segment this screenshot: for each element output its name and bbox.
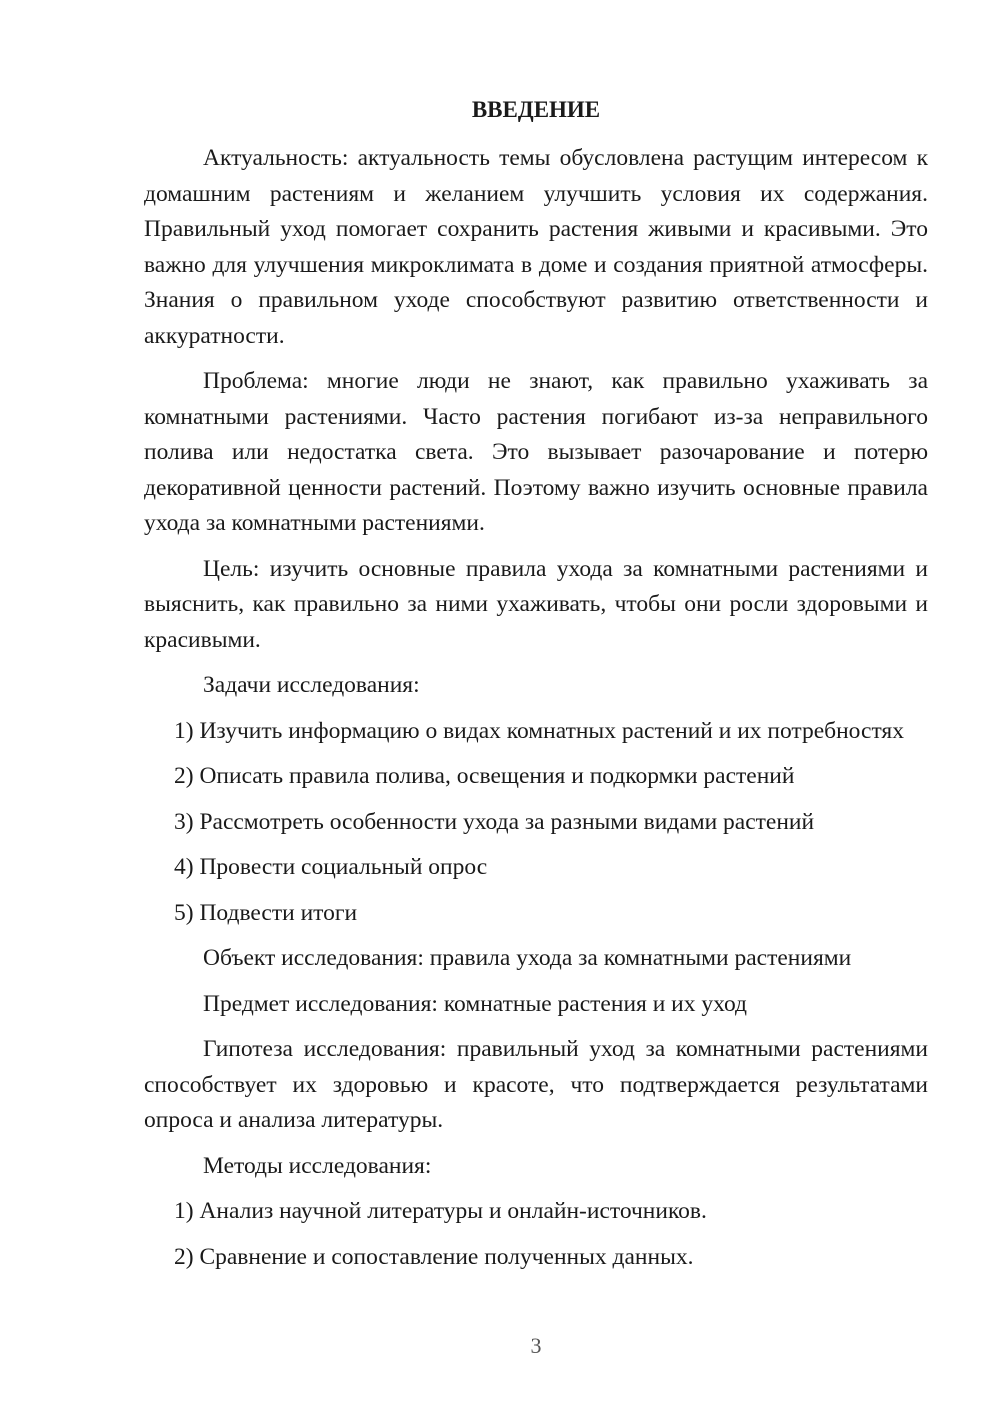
methods-list [144,1194,928,1275]
paragraph-subject: Предмет исследования: комнатные растения и их уход [203,990,747,1017]
tasks-heading: Задачи исследования: [203,672,420,698]
paragraph-hypothesis: Гипотеза исследования: правильный уход за комнатными растениями способствует их здоровью и красоте, что подтверждается результатами опроса и анализа литературы. [144,1036,928,1133]
paragraph-goal: Цель: изучить основные правила ухода за комнатными растениями и выяснить, как правильно за ними ухаживать, чтобы они росли здоровыми и красивыми. [144,555,928,653]
section-title: ВВЕДЕНИЕ [471,97,601,122]
document-body [144,92,928,1285]
list-item-task-2: 2) Описать правила полива, освещения и подкормки растений [174,763,795,789]
list-item-method-1: 1) Анализ научной литературы и онлайн-источников. [174,1198,707,1224]
page-number: 3 [530,1333,542,1358]
tasks-list [144,714,928,932]
list-item-task-1: 1) Изучить информацию о видах комнатных растений и их потребностях [174,717,904,744]
list-item-task-4: 4) Провести социальный опрос [174,854,488,880]
paragraph-object: Объект исследования: правила ухода за комнатными растениями [203,945,852,971]
list-item-task-3: 3) Рассмотреть особенности ухода за разными видами растений [174,808,815,835]
list-item-task-5: 5) Подвести итоги [174,899,358,926]
methods-heading: Методы исследования: [203,1152,432,1179]
list-item-method-2: 2) Сравнение и сопоставление полученных данных. [174,1243,694,1270]
paragraph-problem: Проблема: многие люди не знают, как правильно ухаживать за комнатными растениями. Часто растения погибают из-за неправильного полива или недостатка света. Это вызывает разочарование и потерю декоративной ценности растений. Поэтому важно изучить основные правила ухода за комнатными растениями. [144,368,928,536]
paragraph-relevance: Актуальность: актуальность темы обусловлена растущим интересом к домашним растениям и желанием улучшить условия их содержания. Правильный уход помогает сохранить растения живыми и красивыми. Это важно для улучшения микроклимата в доме и создания приятной атмосферы. Знания о правильном уходе способствуют развитию ответственности и аккуратности. [144,145,928,349]
